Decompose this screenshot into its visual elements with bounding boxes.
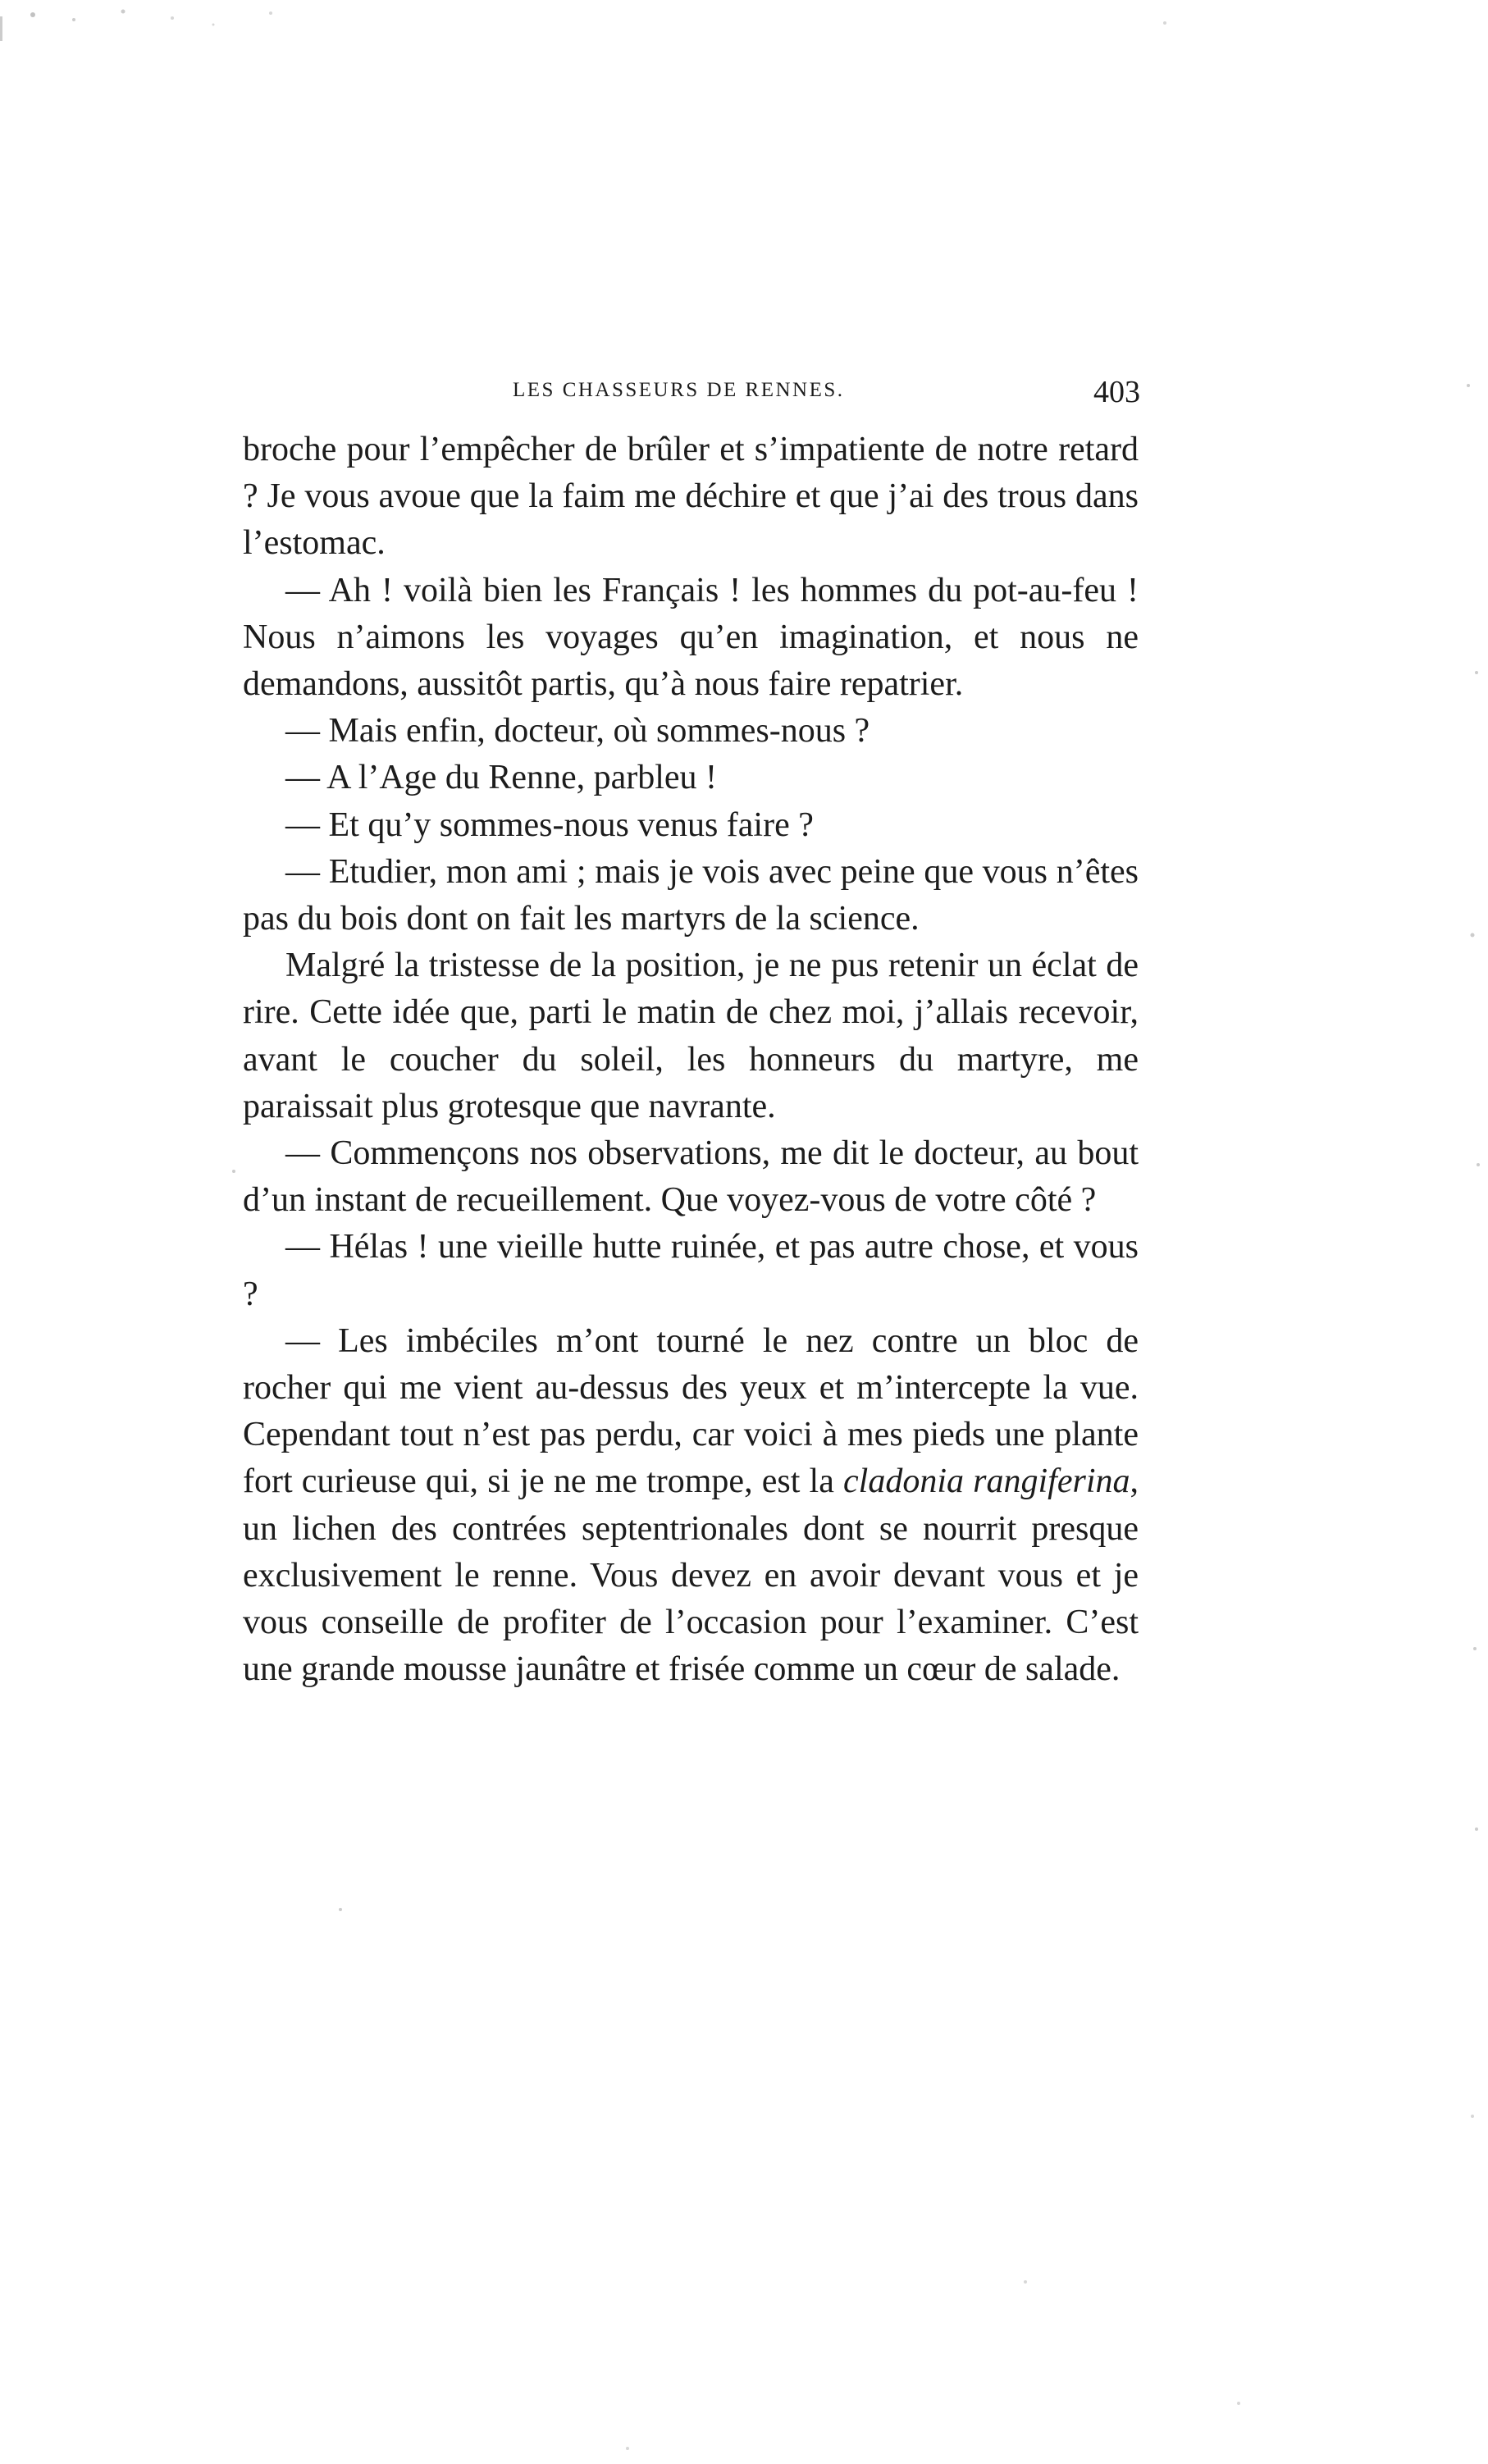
- paragraph-text: — Les imbéciles m’ont tourné le nez contre un bloc de rocher qui me vient au-dessus des yeux et m’intercepte la vue. Cependant tout n’est pas perdu, car voici à mes pieds une plante fort curieuse qui, si je ne me trompe, est la: [243, 1321, 1139, 1501]
- paragraph: — Ah ! voilà bien les Français ! les hommes du pot-au-feu ! Nous n’aimons les voyages qu’en imagination, et nous ne demandons, aussitôt partis, qu’à nous faire repatrier.: [243, 571, 1139, 704]
- paragraph-last: [243, 1318, 1139, 1694]
- paragraph: — Etudier, mon ami ; mais je vois avec peine que vous n’êtes pas du bois dont on fait les martyrs de la science.: [243, 852, 1139, 938]
- paragraph: — Hélas ! une vieille hutte ruinée, et pas autre chose, et vous ?: [243, 1228, 1139, 1313]
- paragraph: broche pour l’empêcher de brûler et s’impatiente de notre retard ? Je vous avoue que la faim me déchire et que j’ai des trous dans l’estomac.: [243, 431, 1139, 563]
- paragraph-text: , un lichen des contrées septentrionales dont se nourrit presque exclusivement le renne. Vous devez en avoir devant vous et je vous conseille de profiter de l’occasion pour l’examiner. C’est une grande mousse jaunâtre et frisée comme un cœur de salade.: [243, 1462, 1139, 1689]
- page-number: 403: [1093, 375, 1140, 409]
- species-name-italic: cladonia rangiferina: [843, 1462, 1130, 1501]
- running-header: [246, 375, 1140, 412]
- paragraph: — Mais enfin, docteur, où sommes-nous ?: [285, 712, 870, 751]
- paragraph: Malgré la tristesse de la position, je ne pus retenir un éclat de rire. Cette idée que, parti le matin de chez moi, j’allais recevoir, avant le coucher du soleil, les honneurs du martyre, me paraissait plus grotesque que navrante.: [243, 947, 1139, 1125]
- paragraph: — A l’Age du Renne, parbleu !: [285, 759, 718, 797]
- body-text: [243, 427, 1139, 1693]
- paragraph: — Commençons nos observations, me dit le docteur, au bout d’un instant de recueillement. Que voyez-vous de votre côté ?: [243, 1134, 1139, 1220]
- paragraph: — Et qu’y sommes-nous venus faire ?: [285, 805, 814, 844]
- running-title: LES CHASSEURS DE RENNES.: [513, 379, 845, 401]
